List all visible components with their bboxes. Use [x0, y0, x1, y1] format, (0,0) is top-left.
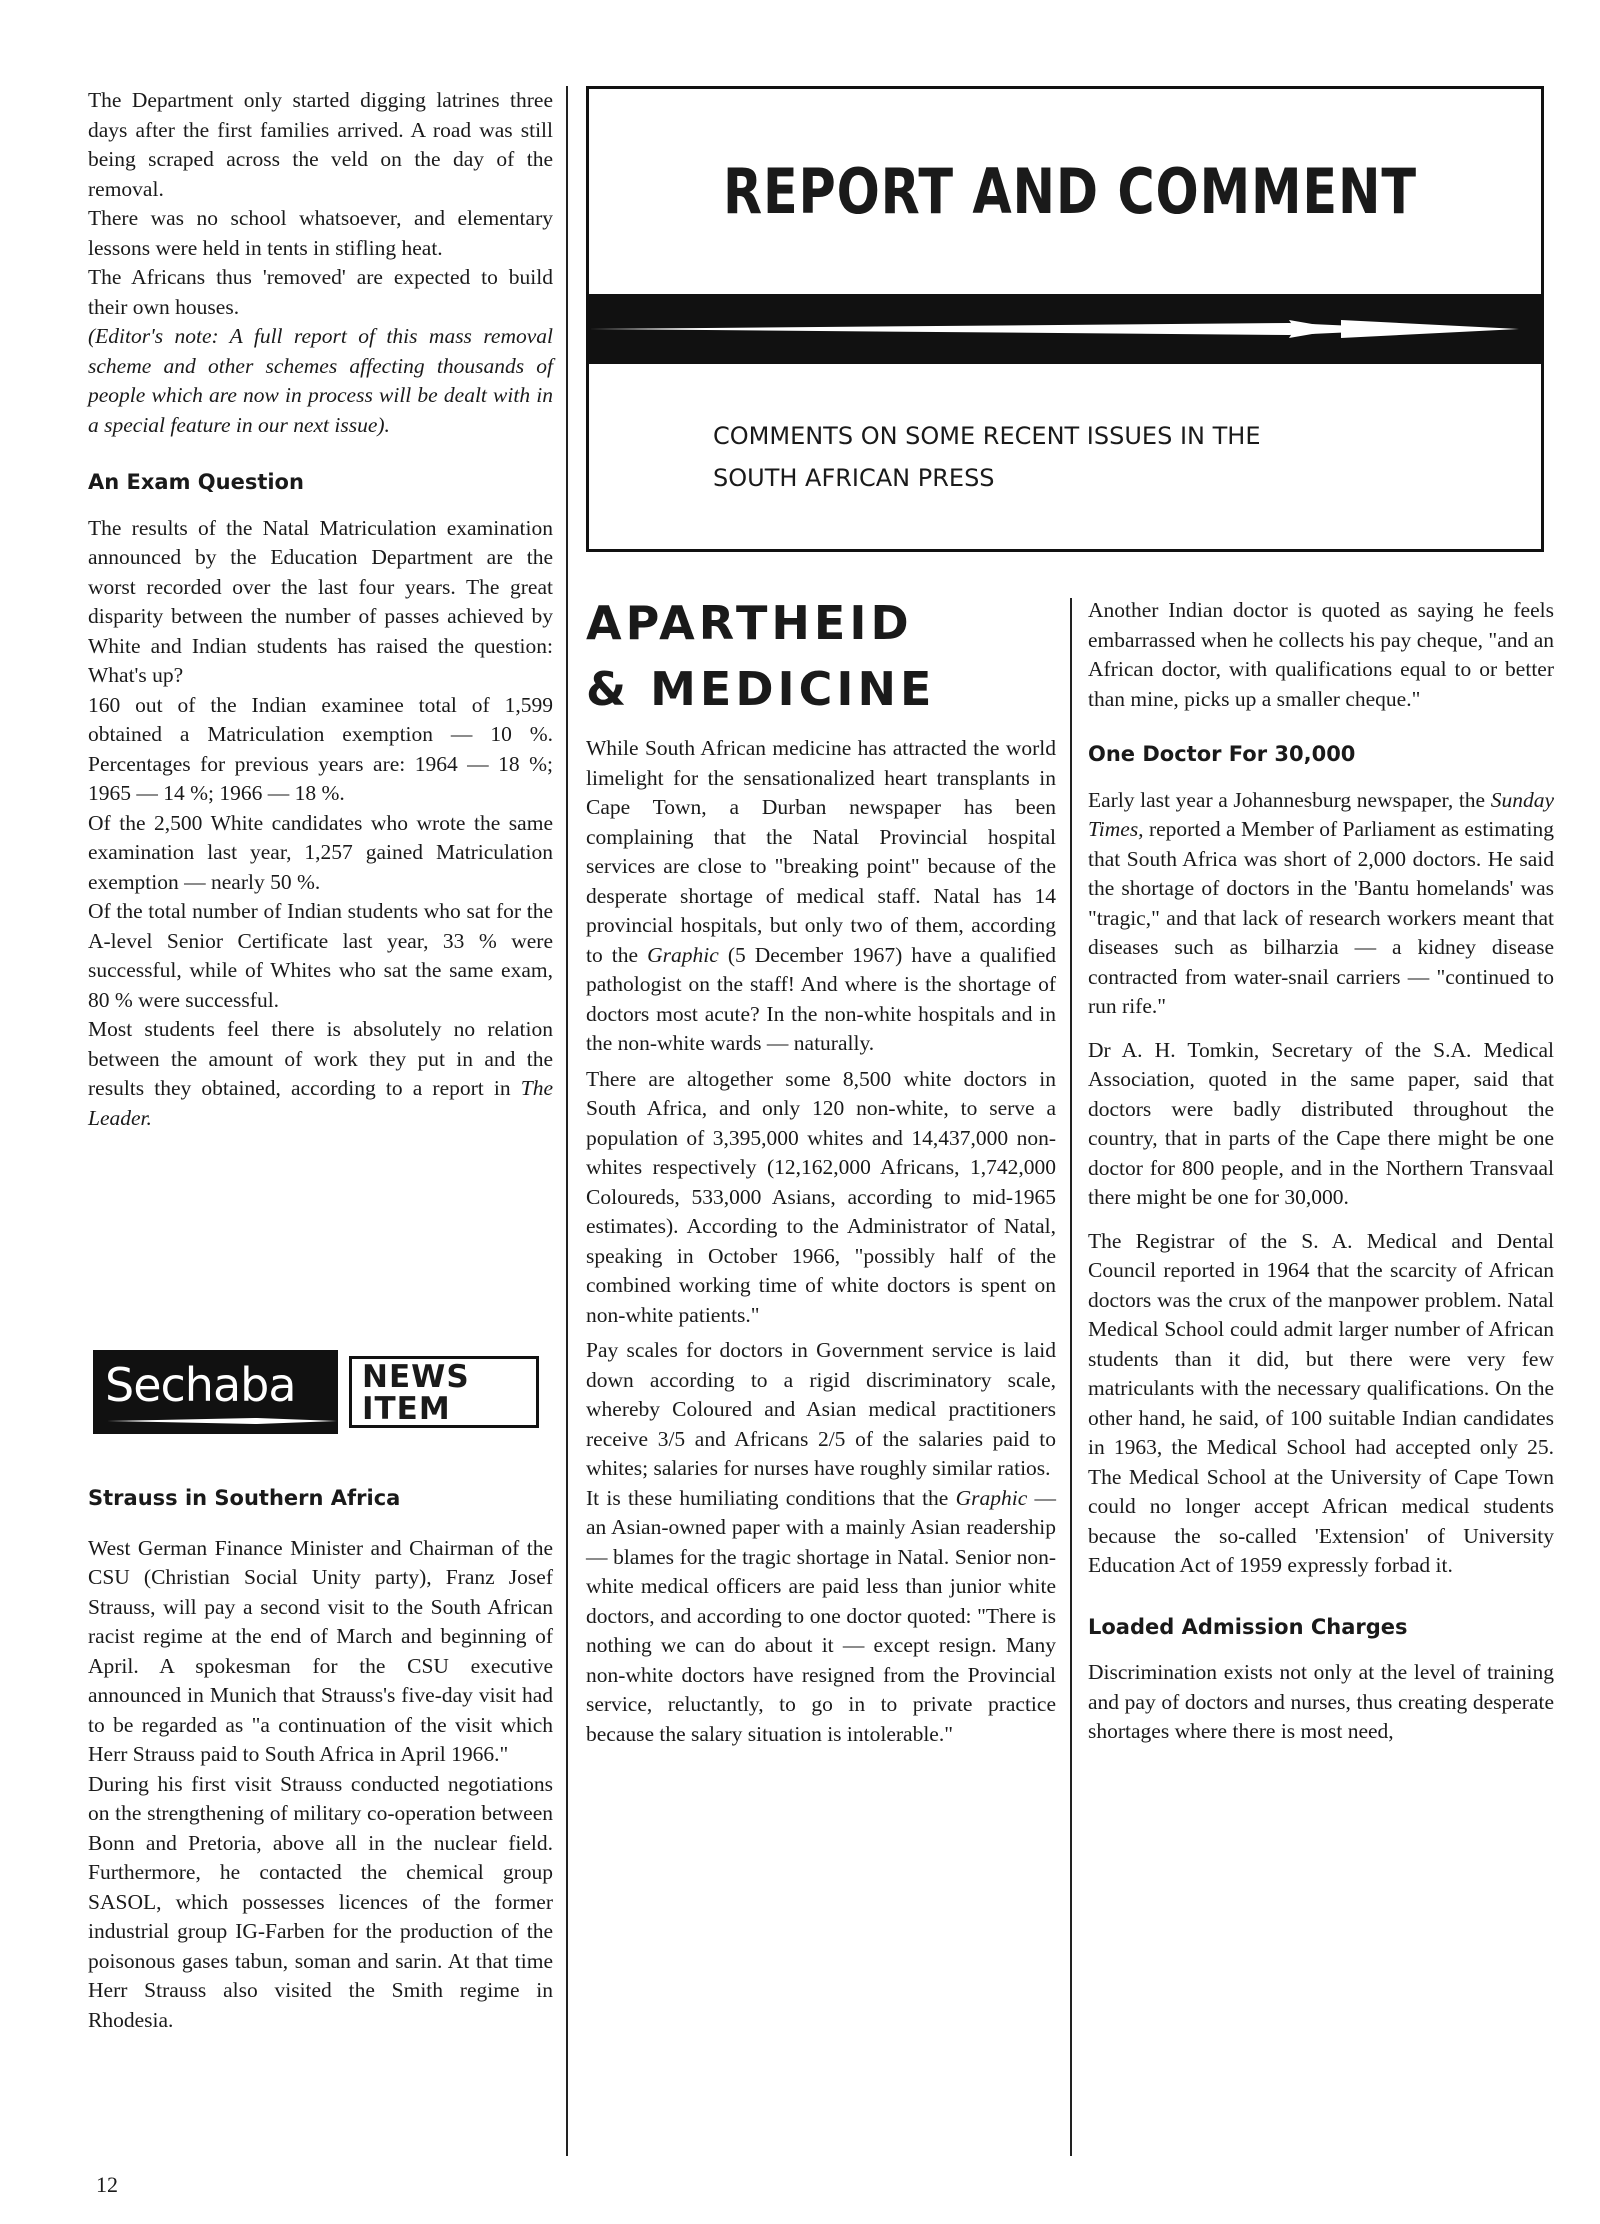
- apartheid-title-line1: APARTHEID: [586, 596, 913, 650]
- exam-heading: An Exam Question: [88, 470, 304, 494]
- editors-note: (Editor's note: A full report of this mass removal scheme and other schemes affecting thousands of people which are now in process will be dealt with in a special feature in our next issue).: [88, 324, 553, 437]
- strauss-para: During his first visit Strauss conducted negotiations on the strengthening of military co-operation between Bonn and Pretoria, above all in the nuclear field. Furthermore, he contacted the chemical group SASOL, which possesses licences of the former industrial group IG-Farben for the production of the poisonous gases tabun, soman and sarin. At that time Herr Strauss also visited the Smith regime in Rhodesia.: [88, 1771, 553, 2032]
- apartheid-para-2: There are altogether some 8,500 white doctors in South Africa, and only 120 non-white, to serve a population of 3,395,000 whites and 14,437,000 non-whites respectively (12,162,000 Africans, 1,742,000 Coloureds, 533,000 Asians, according to mid-1965 estimates). According to the Administrator of Natal, speaking in October 1966, "possibly half of the combined working time of white doctors is spent on non-white patients.": [586, 1066, 1056, 1327]
- page-number: 12: [96, 2172, 118, 2197]
- strauss-para: West German Finance Minister and Chairman of the CSU (Christian Social Unity party), Franz Josef Strauss, will pay a second visit to the South African racist regime at the end of March and beginning of April. A spokesman for the CSU executive announced in Munich that Strauss's five-day visit had to be regarded as "a continuation of the visit which Herr Strauss paid to South Africa in April 1966.": [88, 1535, 553, 1766]
- column-rule-right: [1070, 598, 1072, 2156]
- column-rule-left: [566, 86, 568, 2156]
- right-para-3: Dr A. H. Tomkin, Secretary of the S.A. Medical Association, quoted in the same paper, said that doctors were badly distributed throughout the country, that in parts of the Cape there might be one doctor for 800 people, and in the Northern Transvaal there might be one for 30,000.: [1088, 1037, 1554, 1209]
- sechaba-news-item-logo: [93, 1350, 543, 1434]
- sechaba-logo-panel: [93, 1350, 338, 1434]
- apartheid-title-line2: & MEDICINE: [586, 662, 936, 716]
- left-column: [88, 86, 553, 1133]
- right-para-2: Early last year a Johannesburg newspaper, the Sunday Times, reported a Member of Parliament as estimating that South Africa was short of 2,000 doctors. He said the shortage of doctors in the 'Bantu homelands' was "tragic," and that lack of research workers meant that diseases such as bilharzia — a kidney disease contracted from water-snail carriers — "continued to run rife.": [1088, 787, 1555, 1018]
- right-para-1: Another Indian doctor is quoted as saying he feels embarrassed when he collects his pay cheque, "and an African doctor, with qualifications equal to or better than mine, picks up a smaller cheque.": [1088, 598, 1554, 711]
- item-label: ITEM: [362, 1391, 451, 1427]
- news-label: NEWS: [362, 1359, 470, 1395]
- right-column: [1088, 596, 1554, 1747]
- right-para-5: Discrimination exists not only at the level of training and pay of doctors and nurses, thus creating desperate shortages where there is most need,: [1088, 1660, 1554, 1743]
- report-title: REPORT AND COMMENT: [723, 155, 1417, 228]
- news-item-box: [349, 1356, 539, 1428]
- exam-para: The results of the Natal Matriculation examination announced by the Education Department are the worst recorded over the last four years. The great disparity between the number of passes achieved by White and Indian students has raised the question: What's up?: [88, 515, 553, 687]
- the-leader-source: The Leader.: [88, 1076, 553, 1130]
- report-subtitle-line2: SOUTH AFRICAN PRESS: [713, 464, 995, 492]
- intro-para: The Department only started digging latrines three days after the first families arrived. A road was still being scraped across the veld on the day of the removal.: [88, 88, 553, 201]
- loaded-admission-heading: Loaded Admission Charges: [1088, 1614, 1408, 1639]
- spear-icon: [107, 1414, 337, 1428]
- exam-para: [88, 1015, 553, 1133]
- exam-para: Of the 2,500 White candidates who wrote the same examination last year, 1,257 gained Matriculation exemption — nearly 50 %.: [88, 810, 553, 894]
- apartheid-para-1: While South African medicine has attracted the world limelight for the sensationalized heart transplants in Cape Town, a Durban newspaper has been complaining that the Natal Provincial hospital services are close to "breaking point" because of the desperate shortage of medical staff. Natal has 14 provincial hospitals, but only two of them, according to the Graphic (5 December 1967) have a qualified pathologist on the staff! And where is the shortage of doctors most acute? In the non-white hospitals and in the non-white wards — naturally.: [586, 736, 1056, 1055]
- strauss-heading: Strauss in Southern Africa: [88, 1486, 401, 1510]
- one-doctor-heading: One Doctor For 30,000: [1088, 742, 1356, 766]
- exam-last-text: Most students feel there is absolutely no relation between the amount of work they put in and the results they obtained, according to a report in: [88, 1017, 553, 1100]
- middle-column: [586, 734, 1056, 1749]
- report-and-comment-box: [586, 86, 1544, 552]
- sechaba-wordmark: Sechaba: [105, 1358, 296, 1412]
- intro-para: The Africans thus 'removed' are expected to build their own houses.: [88, 265, 553, 319]
- exam-para: Of the total number of Indian students who sat for the A-level Senior Certificate last year, 33 % were successful, while of Whites who sat the same exam, 80 % were successful.: [88, 899, 553, 1012]
- report-subtitle: [713, 415, 1260, 499]
- right-para-4: The Registrar of the S. A. Medical and Dental Council reported in 1964 that the scarcity of African doctors was the crux of the manpower problem. Natal Medical School could admit larger number of African students than it did, but there were very few matriculants with the necessary qualifications. On the other hand, he said, of 100 suitable Indian candidates in 1963, the Medical School had accepted only 25. The Medical School at the University of Cape Town could no longer accept African medical students because the so-called 'Extension' of University Education Act of 1959 expressly forbad it.: [1088, 1228, 1554, 1577]
- apartheid-para-4: It is these humiliating conditions that the Graphic — an Asian-owned paper with a mainly Asian readership — blames for the tragic shortage in Natal. Senior non-white medical officers are paid less than junior white doctors, and according to one doctor quoted: "There is nothing we can do about it — except resign. Many non-white doctors have resigned from the Provincial service, reluctantly, to go in to private practice because the salary situation is intolerable.": [586, 1485, 1057, 1746]
- apartheid-para-3: Pay scales for doctors in Government service is laid down according to a rigid discriminatory scale, whereby Coloured and Asian medical practitioners receive 3/5 and Africans 2/5 of the salaries paid to whites; salaries for nurses have roughly similar ratios.: [586, 1338, 1056, 1480]
- intro-para: There was no school whatsoever, and elementary lessons were held in tents in stifling heat.: [88, 206, 553, 260]
- spear-banner-icon: [589, 294, 1541, 364]
- apartheid-title: [586, 590, 935, 722]
- exam-para: 160 out of the Indian examinee total of 1,599 obtained a Matriculation exemption — 10 %. Percentages for previous years are: 1964 — 18 %; 1965 — 14 %; 1966 — 18 %.: [88, 692, 553, 805]
- strauss-section: [88, 1484, 553, 2035]
- report-subtitle-line1: COMMENTS ON SOME RECENT ISSUES IN THE: [713, 422, 1261, 450]
